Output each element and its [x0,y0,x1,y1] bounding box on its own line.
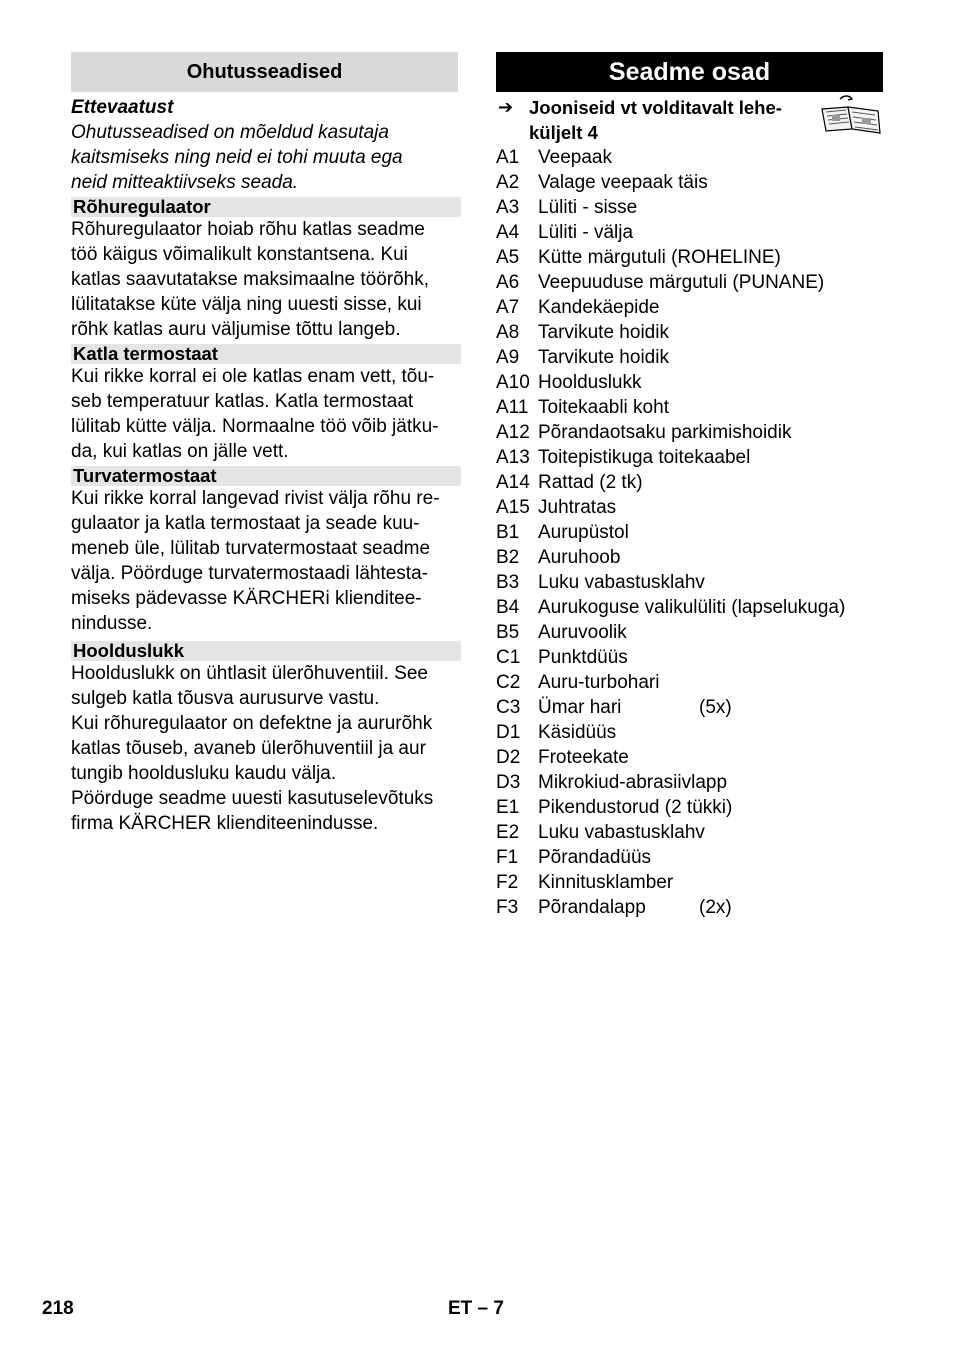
part-name: Luku vabastusklahv [538,572,705,593]
part-name: Veepaak [538,147,612,168]
part-code: C1 [496,647,521,668]
part-name: Ümar hari [538,697,622,718]
part-code: F1 [496,847,519,868]
part-name: Valage veepaak täis [538,172,708,193]
page-number: 218 [42,1298,74,1319]
part-code: A5 [496,247,520,268]
part-code: A3 [496,197,520,218]
part-row [496,495,886,520]
part-quantity: (5x) [699,697,732,718]
part-row [496,395,886,420]
part-name: Toitepistikuga toitekaabel [538,447,751,468]
part-row [496,195,886,220]
part-row [496,595,886,620]
part-code: B4 [496,597,520,618]
part-row [496,695,886,720]
part-code: F2 [496,872,519,893]
part-row [496,320,886,345]
subsection-service-lock [71,641,461,836]
part-row [496,745,886,770]
part-name: Mikrokiud-abrasiivlapp [538,772,728,793]
part-code: A8 [496,322,520,343]
folded-manual-icon [818,93,884,135]
part-row [496,645,886,670]
part-name: Kinnitusklamber [538,872,674,893]
part-code: F3 [496,897,519,918]
part-row [496,845,886,870]
part-row [496,345,886,370]
part-row [496,220,886,245]
part-name: Auru-turbohari [538,672,660,693]
part-row [496,870,886,895]
part-name: Auruvoolik [538,622,627,643]
part-name: Kütte märgutuli (ROHELINE) [538,247,781,268]
part-name: Käsidüüs [538,722,617,743]
part-row [496,620,886,645]
part-code: A15 [496,497,530,518]
part-code: A14 [496,472,530,493]
part-code: A1 [496,147,520,168]
part-code: D3 [496,772,521,793]
subsection-text: Rõhuregulaator hoiab rõhu katlas seadme töö käigus võimalikult konstantsena. Kui katlas saavutatakse maksimaalne töörõhk, lülitatakse küte välja ning uuesti sisse, kui rõhk katlas auru väljumise tõttu langeb. [71,219,430,340]
part-row [496,295,886,320]
part-code: D1 [496,722,521,743]
part-row [496,445,886,470]
subsection-title: Rõhuregulaator [71,197,461,217]
part-code: B2 [496,547,520,568]
parts-list [496,145,886,920]
part-code: A10 [496,372,530,393]
subsection-pressure-regulator [71,197,461,342]
subsection-safety-thermostat [71,466,461,636]
part-name: Lüliti - sisse [538,197,638,218]
part-name: Luku vabastusklahv [538,822,705,843]
part-row [496,795,886,820]
part-name: Punktdüüs [538,647,628,668]
subsection-title: Katla termostaat [71,344,461,364]
caution-title: Ettevaatust [71,97,174,118]
part-code: E2 [496,822,520,843]
caution-text: Ohutusseadised on mõeldud kasutaja kaitsmiseks ning neid ei tohi muuta ega neid mitteaktiivseks seada. [71,122,403,193]
figure-reference-text: Jooniseid vt volditavalt lehe- küljelt 4 [529,97,782,143]
part-row [496,470,886,495]
part-row [496,270,886,295]
part-code: D2 [496,747,521,768]
figure-reference [496,95,886,145]
part-name: Lüliti - välja [538,222,634,243]
part-row [496,720,886,745]
part-name: Põrandaotsaku parkimishoidik [538,422,792,443]
part-row [496,570,886,595]
part-row [496,545,886,570]
subsection-text: Hoolduslukk on ühtlasit ülerõhuventiil. See sulgeb katla tõusva aurusurve vastu. Kui rõhuregulaator on defektne ja aururõhk katlas tõuseb, avaneb ülerõhuventiil ja aur tungib hooldusluku kaudu välja. Pöörduge seadme uuesti kasutuselevõtuks firma KÄRCHER klienditeenindusse. [71,663,434,834]
subsection-boiler-thermostat [71,344,461,464]
subsection-text: Kui rikke korral ei ole katlas enam vett, tõu- seb temperatuur katlas. Katla termostaat lülitab kütte välja. Normaalne töö võib jätku- da, kui katlas on jälle vett. [71,366,439,462]
part-code: E1 [496,797,520,818]
part-name: Veepuuduse märgutuli (PUNANE) [538,272,825,293]
part-name: Põrandadüüs [538,847,652,868]
language-page-label: ET – 7 [448,1298,504,1319]
part-code: A2 [496,172,520,193]
part-row [496,245,886,270]
right-column [496,52,886,920]
part-name: Auruhoob [538,547,621,568]
part-name: Rattad (2 tk) [538,472,643,493]
part-name: Aurukoguse valikulüliti (lapselukuga) [538,597,846,618]
section-title-device-parts: Seadme osad [496,52,883,92]
part-name: Kandekäepide [538,297,660,318]
part-name: Hoolduslukk [538,372,642,393]
left-column [71,52,461,836]
part-row [496,820,886,845]
part-code: A7 [496,297,520,318]
section-title-safety: Ohutusseadised [71,52,458,92]
part-row [496,170,886,195]
part-name: Tarvikute hoidik [538,347,669,368]
part-row [496,895,886,920]
part-row [496,770,886,795]
part-name: Froteekate [538,747,629,768]
part-name: Pikendustorud (2 tükki) [538,797,733,818]
part-code: A13 [496,447,530,468]
subsection-title: Turvatermostaat [71,466,461,486]
part-code: B1 [496,522,520,543]
arrow-right-icon: ➔ [498,97,514,117]
part-name: Juhtratas [538,497,617,518]
part-code: B5 [496,622,520,643]
part-code: C2 [496,672,521,693]
part-code: A9 [496,347,520,368]
part-name: Aurupüstol [538,522,629,543]
subsection-text: Kui rikke korral langevad rivist välja rõhu re- gulaator ja katla termostaat ja seade kuu- meneb üle, lülitab turvatermostaat seadme välja. Pöörduge turvatermostaadi lähtesta- miseks pädevasse KÄRCHERi klienditee- nindusse. [71,488,440,634]
part-name: Tarvikute hoidik [538,322,669,343]
part-code: A12 [496,422,530,443]
part-code: A4 [496,222,520,243]
part-code: A6 [496,272,520,293]
part-row [496,670,886,695]
part-name: Põrandalapp [538,897,646,918]
part-code: A11 [496,397,529,418]
part-name: Toitekaabli koht [538,397,669,418]
part-row [496,420,886,445]
part-quantity: (2x) [699,897,732,918]
part-row [496,370,886,395]
part-row [496,520,886,545]
part-row [496,145,886,170]
subsection-title: Hoolduslukk [71,641,461,661]
part-code: B3 [496,572,520,593]
part-code: C3 [496,697,521,718]
